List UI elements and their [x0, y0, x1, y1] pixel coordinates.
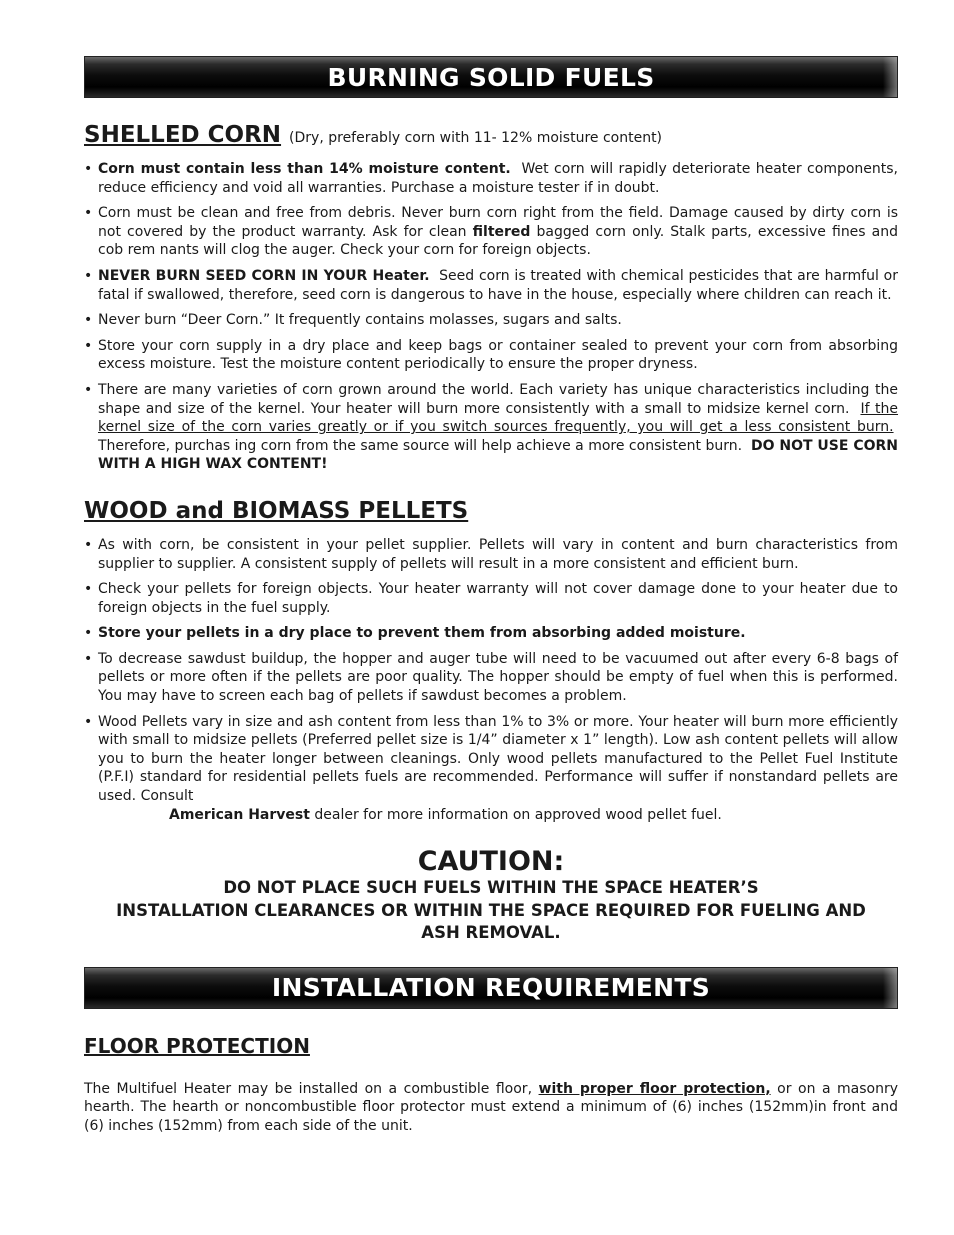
floor-protection-heading: FLOOR PROTECTION	[84, 1033, 310, 1058]
pellet-guidelines-list	[84, 536, 898, 824]
list-item: • NEVER BURN SEED CORN IN YOUR Heater. Seed corn is treated with chemical pesticides that are harmful or fatal if swallowed, therefore, seed corn is dangerous to have in the house, especially where children can reach it.	[84, 267, 898, 304]
shelled-corn-title: SHELLED CORN	[84, 122, 282, 148]
caution-block	[84, 847, 898, 945]
manual-page	[84, 56, 898, 1150]
list-item: • Corn must be clean and free from debris. Never burn corn right from the field. Damage caused by dirty corn is not covered by the product warranty. Ask for clean filtered bagged corn only. Stalk parts, excessive fines and cob rem nants will clog the auger. Check your corn for foreign objects.	[84, 204, 898, 260]
banner-title: BURNING SOLID FUELS	[327, 62, 655, 92]
list-item: • There are many varieties of corn grown around the world. Each variety has unique characteristics including the shape and size of the kernel. Your heater will burn more consistently with a small to midsize kernel corn. If the kernel size of the corn varies greatly or if you switch sources frequently, you will get a less consistent burn. Therefore, purchas ing corn from the same source will help achieve a more consistent burn. DO NOT USE CORN WITH A HIGH WAX CONTENT!	[84, 381, 898, 474]
list-item: • Never burn “Deer Corn.” It frequently contains molasses, sugars and salts.	[84, 311, 898, 330]
list-item: • Check your pellets for foreign objects. Your heater warranty will not cover damage done to your heater due to foreign objects in the fuel supply.	[84, 580, 898, 617]
shelled-corn-heading	[84, 122, 898, 148]
corn-guidelines-list	[84, 160, 898, 474]
section-banner-burning-solid-fuels	[84, 56, 898, 98]
banner-title: INSTALLATION REQUIREMENTS	[271, 973, 711, 1003]
list-item: • Wood Pellets vary in size and ash content from less than 1% to 3% or more. Your heater will burn more efficiently with small to midsize pellets (Preferred pellet size is 1/4” diameter x 1” length). Low ash content pellets will allow you to burn the heater longer between cleanings. Only wood pellets manufactured to the Pellet Fuel Institute (P.F.I) standard for residential pellets fuels are recommended. Performance will suffer if nonstandard pellets are used. Consult American Harvest dealer for more information on approved wood pellet fuel.	[84, 713, 898, 825]
shelled-corn-note: (Dry, preferably corn with 11- 12% moisture content)	[289, 130, 663, 146]
section-banner-installation-requirements	[84, 967, 898, 1009]
list-item: • To decrease sawdust buildup, the hopper and auger tube will need to be vacuumed out after every 6-8 bags of pellets or more often if the pellets are poor quality. The hopper should be empty of fuel when this is performed. You may have to screen each bag of pellets if sawdust becomes a problem.	[84, 650, 898, 706]
floor-protection-paragraph: The Multifuel Heater may be installed on a combustible floor, with proper floor protection, or on a masonry hearth. The hearth or noncombustible floor protector must extend a minimum of (6) inches (152mm)in front and (6) inches (152mm) from each side of the unit.	[84, 1080, 899, 1134]
caution-title: CAUTION:	[417, 846, 565, 878]
caution-body: DO NOT PLACE SUCH FUELS WITHIN THE SPACE HEATER’S INSTALLATION CLEARANCES OR WITHIN THE SPACE REQUIRED FOR FUELING AND ASH REMOVAL.	[116, 878, 866, 943]
list-item: • Corn must contain less than 14% moisture content. Wet corn will rapidly deteriorate heater components, reduce efficiency and void all warranties. Purchase a moisture tester if in doubt.	[84, 160, 898, 197]
list-item: • As with corn, be consistent in your pellet supplier. Pellets will vary in content and burn characteristics from supplier to supplier. A consistent supply of pellets will result in a more consistent and efficient burn.	[84, 536, 898, 573]
list-item: • Store your corn supply in a dry place and keep bags or container sealed to prevent your corn from absorbing excess moisture. Test the moisture content periodically to ensure the proper dryness.	[84, 337, 898, 374]
list-item: • Store your pellets in a dry place to prevent them from absorbing added moisture.	[84, 624, 898, 643]
wood-pellets-heading: WOOD and BIOMASS PELLETS	[84, 497, 469, 524]
